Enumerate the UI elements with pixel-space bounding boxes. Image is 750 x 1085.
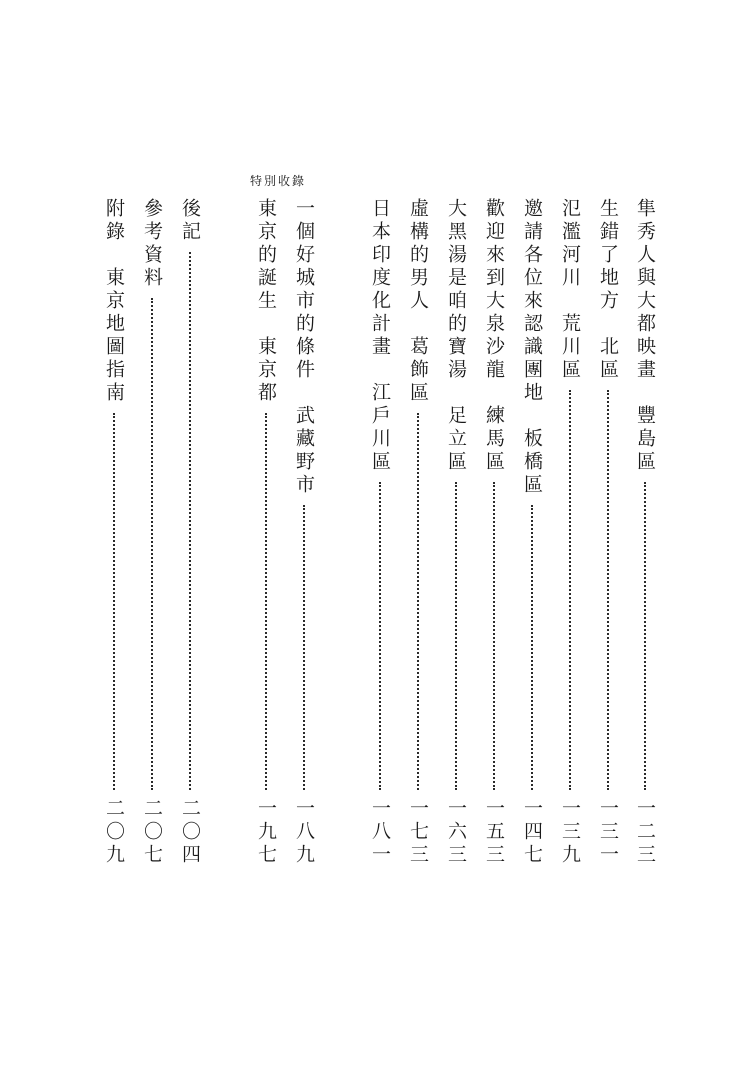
dot-leader [569,390,571,790]
toc-entry[interactable] [365,198,395,888]
toc-entry-title: 氾濫河川 荒川區 [559,198,581,382]
toc-entry-title: 生錯了地方 北區 [597,198,619,382]
toc-entry-page: 一三九 [559,798,581,867]
toc-entry[interactable] [251,198,281,888]
toc-entry-page: 一五三 [483,798,505,867]
toc-entry[interactable] [517,198,547,888]
toc-entry-title: 東京的誕生 東京都 [255,198,277,405]
toc-entry-title: 邀請各位來認識團地 板橋區 [521,198,543,497]
toc-entry-page: 二〇九 [103,798,125,867]
dot-leader [379,482,381,790]
toc-entry[interactable] [555,198,585,888]
toc-entry[interactable] [403,198,433,888]
dot-leader [455,482,457,790]
toc-entry-page: 一八一 [369,798,391,867]
toc-entry[interactable] [137,198,167,888]
toc-entry-title: 日本印度化計畫 江戶川區 [369,198,391,474]
dot-leader [417,413,419,790]
toc-entry-page: 一六三 [445,798,467,867]
toc-entry[interactable] [479,198,509,888]
toc-entry-title: 一個好城市的條件 武藏野市 [293,198,315,497]
toc-entry-page: 一九七 [255,798,277,867]
toc-entry-page: 一七三 [407,798,429,867]
toc-entry-page: 一二三 [634,798,656,867]
toc-entry-page: 一三一 [597,798,619,867]
toc-entry[interactable] [630,198,660,888]
toc-entry-page: 二〇七 [141,798,163,867]
toc-entry[interactable] [175,198,205,888]
toc-entry-title: 虛構的男人 葛飾區 [407,198,429,405]
toc-entry-title: 參考資料 [141,198,163,290]
dot-leader [189,252,191,790]
dot-leader [493,482,495,790]
dot-leader [644,482,646,790]
toc-entry-title: 後記 [179,198,201,244]
toc-entry-page: 一八九 [293,798,315,867]
toc-entry-title: 大黑湯是咱的寶湯 足立區 [445,198,467,474]
dot-leader [151,298,153,790]
special-section-label: 特別收錄 [250,174,307,188]
dot-leader [531,505,533,790]
toc-entry[interactable] [441,198,471,888]
toc-entry-page: 二〇四 [179,798,201,867]
dot-leader [607,390,609,790]
toc-entry-page: 一四七 [521,798,543,867]
toc-entry-title: 隼秀人與大都映畫 豐島區 [634,198,656,474]
toc-entry-title: 附錄 東京地圖指南 [103,198,125,405]
dot-leader [113,413,115,790]
toc-entry[interactable] [593,198,623,888]
toc-entry[interactable] [99,198,129,888]
toc-entry-title: 歡迎來到大泉沙龍 練馬區 [483,198,505,474]
toc-entry[interactable] [289,198,319,888]
dot-leader [303,505,305,790]
dot-leader [265,413,267,790]
